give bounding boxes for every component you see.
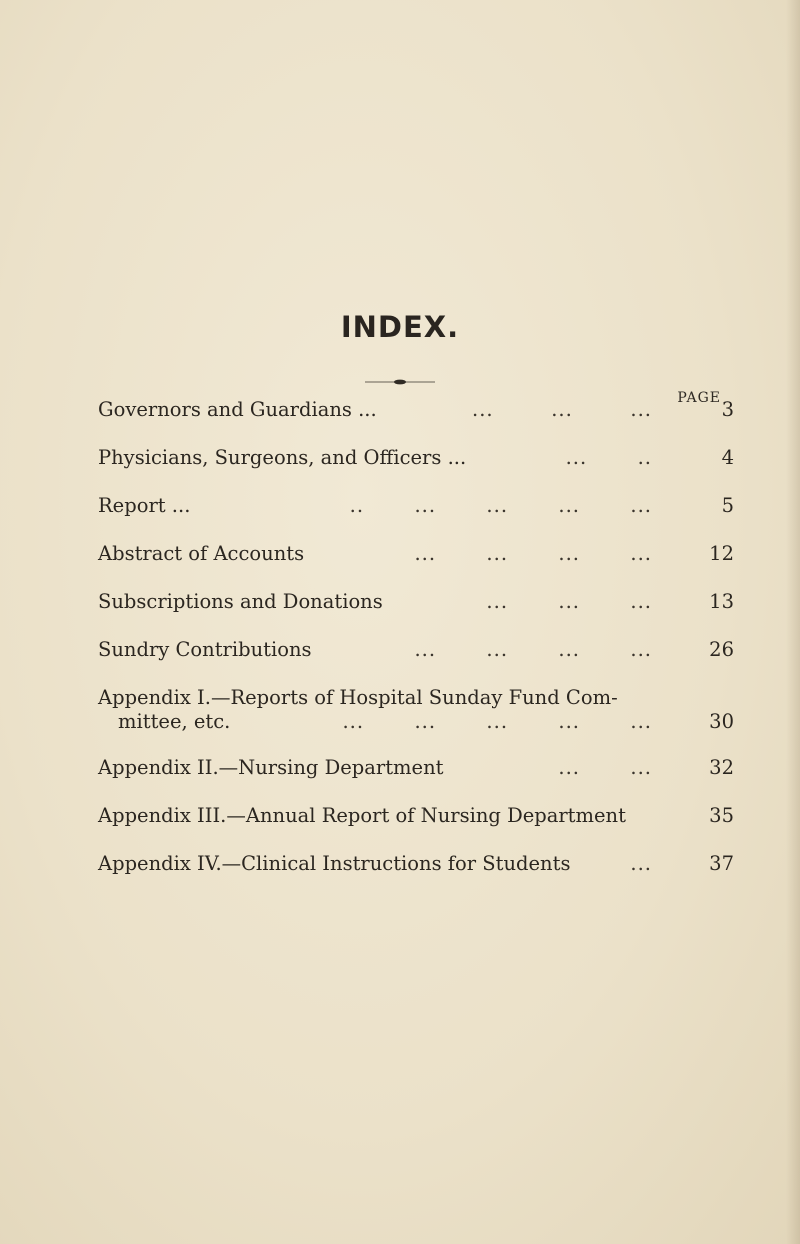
entry-page-number: 35 <box>709 804 734 827</box>
index-entry <box>98 852 738 900</box>
index-entry <box>98 590 738 638</box>
entry-label: Appendix I.—Reports of Hospital Sunday Fund Com- <box>98 686 618 709</box>
entry-label: Appendix III.—Annual Report of Nursing Department <box>98 804 626 827</box>
entry-label: Physicians, Surgeons, and Officers ... <box>98 446 467 469</box>
entry-leader-dots: ... <box>630 852 652 875</box>
index-entries <box>98 398 738 900</box>
index-entry <box>98 756 738 804</box>
entry-label: Appendix II.—Nursing Department <box>98 756 444 779</box>
page-column-header: PAGE <box>677 390 721 406</box>
entry-leader-dots: ... ... ... <box>486 590 652 613</box>
index-entry <box>98 686 738 756</box>
entry-page-number: 5 <box>721 494 734 517</box>
entry-label: Report ... <box>98 494 191 517</box>
entry-leader-dots: ... ... ... ... <box>414 542 652 565</box>
index-entry <box>98 638 738 686</box>
entry-page-number: 3 <box>721 398 734 421</box>
entry-page-number: 12 <box>709 542 734 565</box>
entry-leader-dots: ... ... <box>558 756 652 779</box>
ornament-divider-icon <box>365 379 435 385</box>
entry-label: Sundry Contributions <box>98 638 312 661</box>
index-entry <box>98 398 738 446</box>
entry-leader-dots: ... ... ... ... <box>414 638 652 661</box>
entry-page-number: 37 <box>709 852 734 875</box>
entry-page-number: 4 <box>721 446 734 469</box>
page-edge-shadow <box>786 0 800 1244</box>
entry-label-continuation: mittee, etc. <box>118 710 231 733</box>
entry-label: Abstract of Accounts <box>98 542 305 565</box>
entry-leader-dots: .. ... ... ... ... <box>349 494 652 517</box>
index-entry <box>98 446 738 494</box>
entry-leader-dots: ... ... ... ... ... <box>342 710 652 733</box>
index-entry <box>98 494 738 542</box>
entry-page-number: 30 <box>709 710 734 733</box>
index-entry <box>98 804 738 852</box>
index-entry <box>98 542 738 590</box>
entry-label: Governors and Guardians ... <box>98 398 377 421</box>
entry-leader-dots: ... .. <box>565 446 652 469</box>
index-heading: INDEX. <box>340 310 460 344</box>
entry-page-number: 13 <box>709 590 734 613</box>
entry-label: Subscriptions and Donations <box>98 590 383 613</box>
entry-label: Appendix IV.—Clinical Instructions for Students <box>98 852 571 875</box>
entry-page-number: 32 <box>709 756 734 779</box>
entry-page-number: 26 <box>709 638 734 661</box>
entry-leader-dots: ... ... ... <box>472 398 652 421</box>
